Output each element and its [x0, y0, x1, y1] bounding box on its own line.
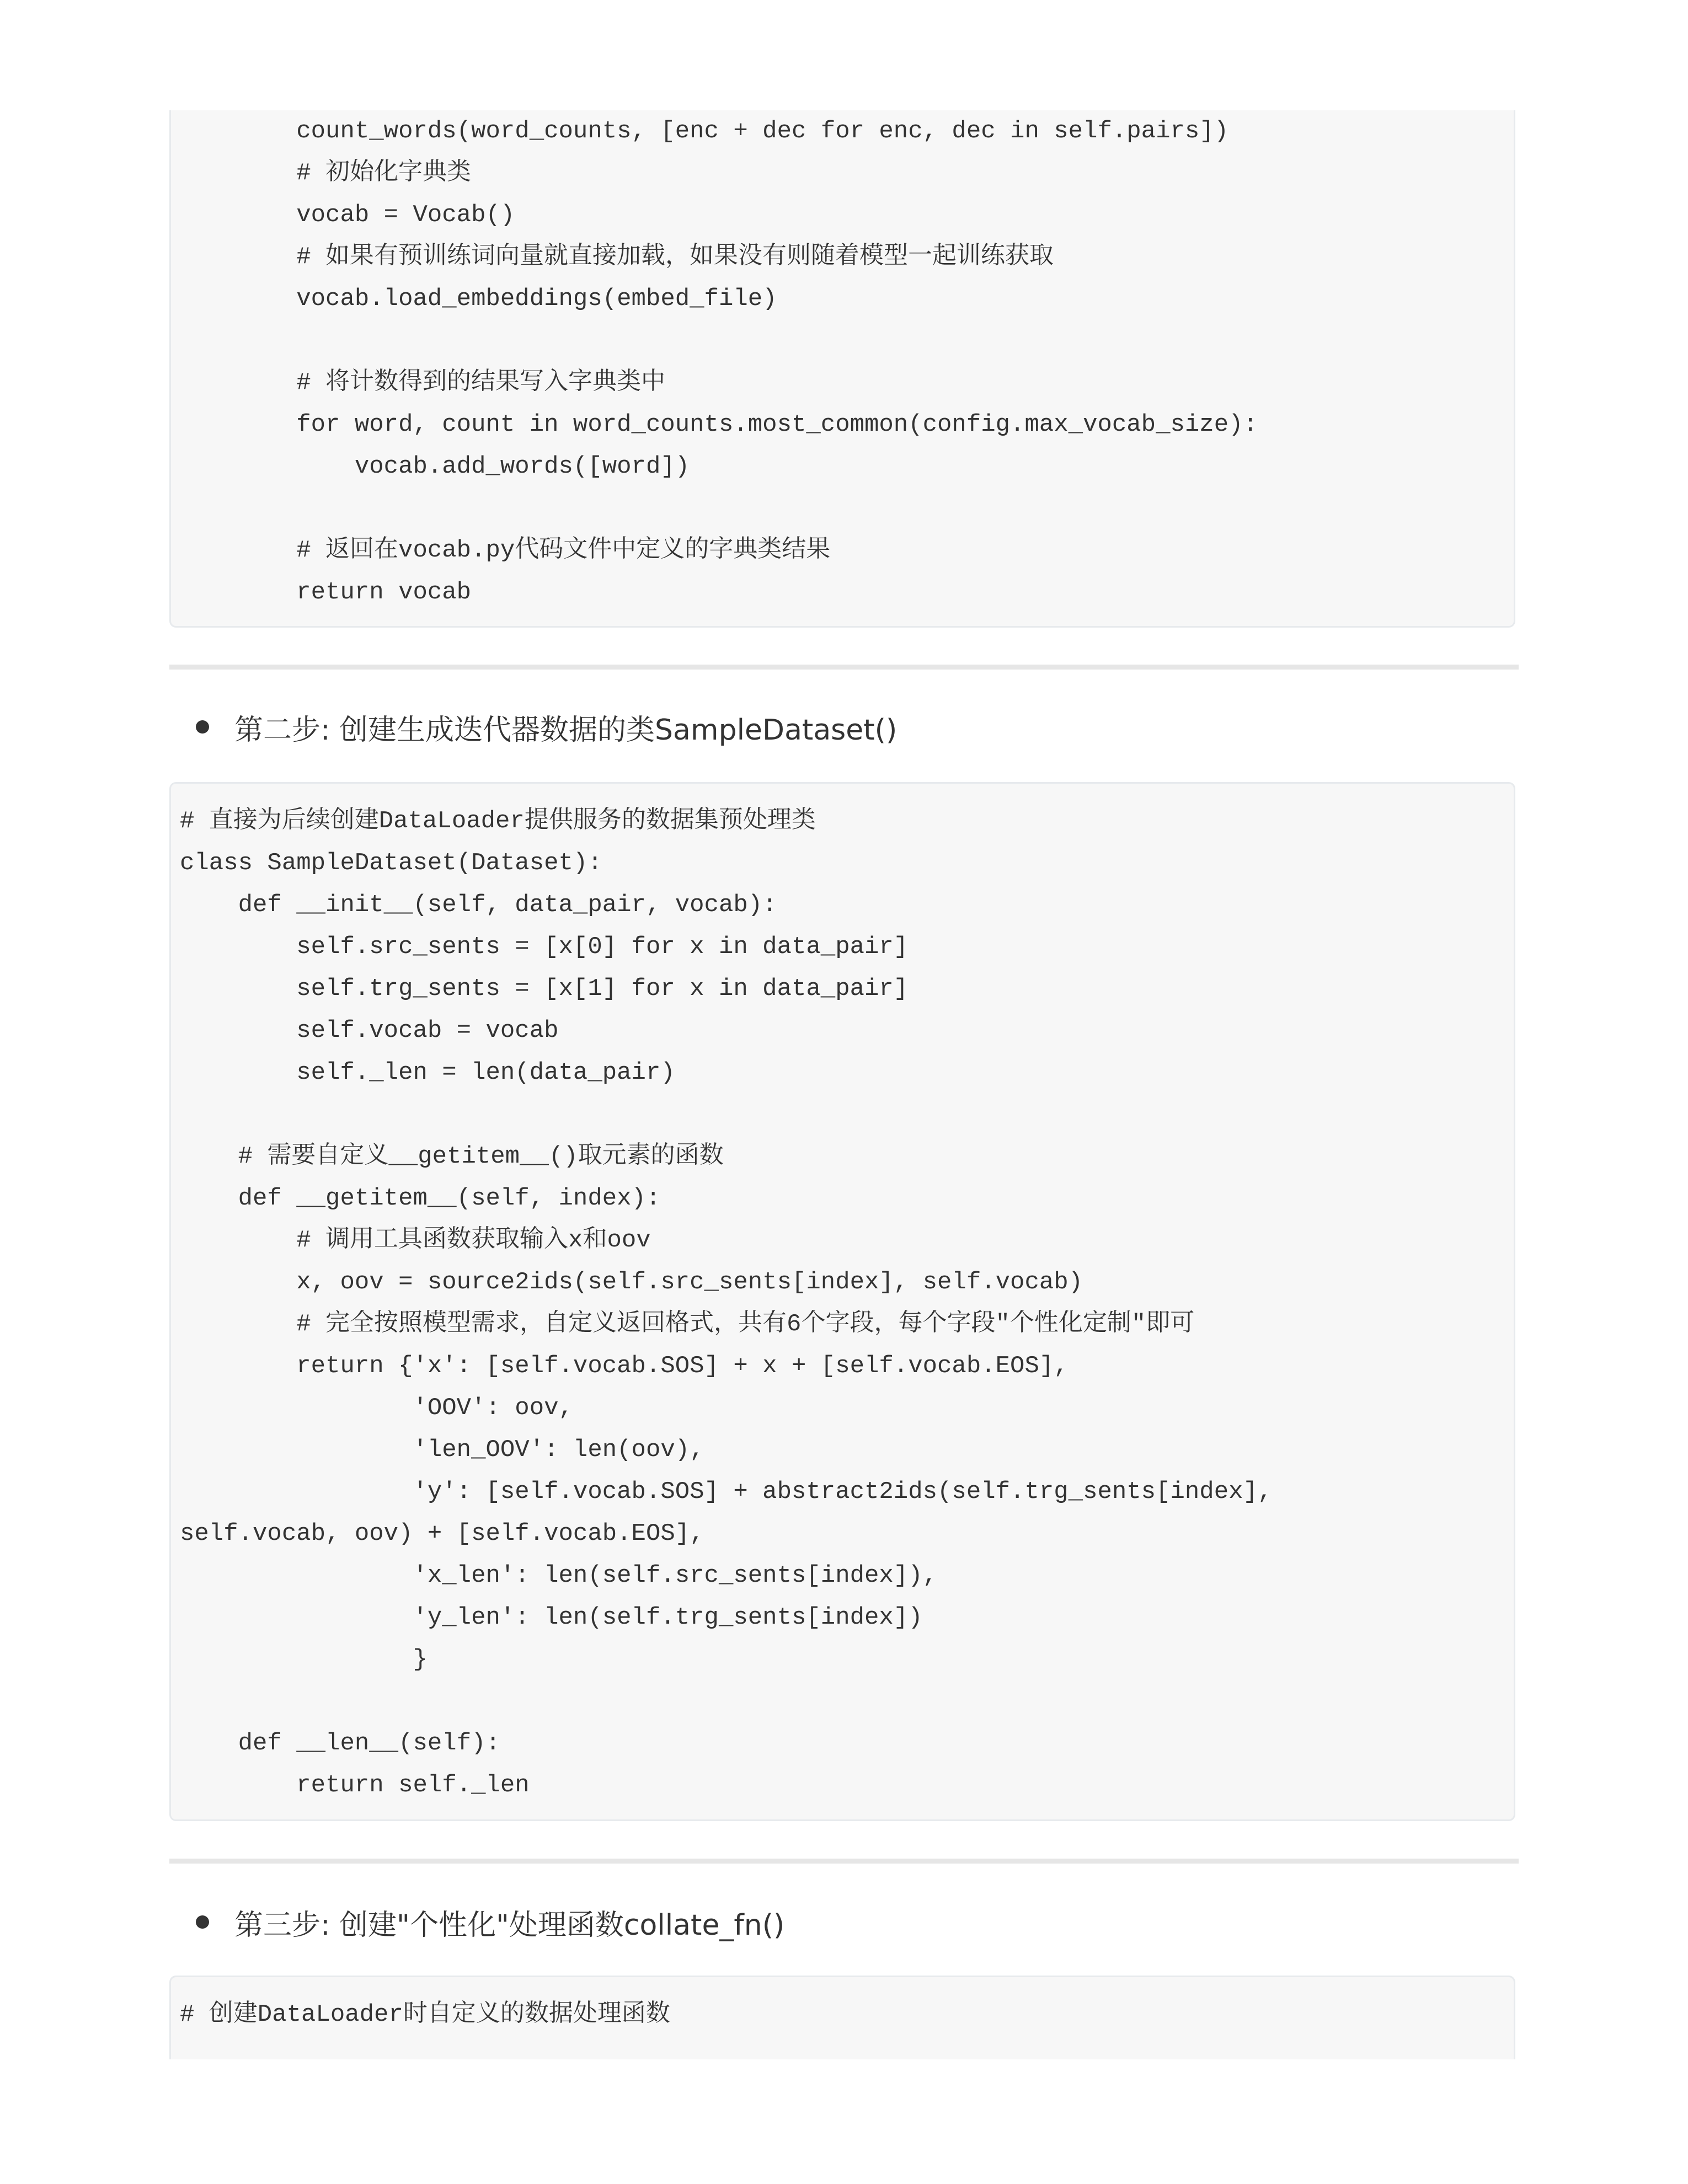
- code-line: # 调用工具函数获取输入x和oov: [180, 1227, 651, 1254]
- code-line: count_words(word_counts, [enc + dec for enc, dec in self.pairs]): [180, 117, 1229, 145]
- bullet-dot-icon: [196, 720, 209, 734]
- code-line: 'y_len': len(self.trg_sents[index]): [180, 1604, 923, 1631]
- code-line: self.src_sents = [x[0] for x in data_pair]: [180, 933, 909, 961]
- code-line: # 创建DataLoader时自定义的数据处理函数: [180, 2001, 670, 2028]
- code-line: return vocab: [180, 579, 472, 606]
- horizontal-rule: [169, 1859, 1519, 1864]
- code-line: # 完全按照模型需求，自定义返回格式，共有6个字段，每个字段"个性化定制"即可: [180, 1310, 1195, 1338]
- code-line: def __getitem__(self, index):: [180, 1185, 661, 1212]
- code-line: 'OOV': oov,: [180, 1394, 573, 1422]
- bullet-step-two: [196, 708, 897, 746]
- code-line: class SampleDataset(Dataset):: [180, 849, 602, 877]
- code-line: vocab.load_embeddings(embed_file): [180, 285, 777, 313]
- code-block-collate-fn: [169, 1976, 1515, 2059]
- bullet-dot-icon: [196, 1915, 209, 1929]
- code-line: self.vocab = vocab: [180, 1017, 559, 1045]
- bullet-step-three: [196, 1903, 784, 1941]
- code-line: def __len__(self):: [180, 1730, 500, 1757]
- code-line: # 初始化字典类: [180, 159, 472, 187]
- code-line: # 如果有预训练词向量就直接加载，如果没有则随着模型一起训练获取: [180, 243, 1054, 271]
- code-line: for word, count in word_counts.most_common(config.max_vocab_size):: [180, 411, 1258, 438]
- bullet-text: 第二步: 创建生成迭代器数据的类SampleDataset(): [234, 713, 898, 747]
- code-line: # 直接为后续创建DataLoader提供服务的数据集预处理类: [180, 807, 816, 835]
- code-line: vocab.add_words([word]): [180, 453, 690, 480]
- code-line: vocab = Vocab(): [180, 201, 515, 229]
- code-line: x, oov = source2ids(self.src_sents[index], self.vocab): [180, 1268, 1083, 1296]
- code-block-sample-dataset: [169, 782, 1515, 1821]
- code-line: self.vocab, oov) + [self.vocab.EOS],: [180, 1520, 704, 1548]
- code-line: # 返回在vocab.py代码文件中定义的字典类结果: [180, 537, 831, 564]
- code-line: return self._len: [180, 1771, 530, 1799]
- code-line: return {'x': [self.vocab.SOS] + x + [self.vocab.EOS],: [180, 1352, 1069, 1380]
- code-line: }: [180, 1646, 428, 1673]
- horizontal-rule: [169, 665, 1519, 670]
- code-line: # 需要自定义__getitem__()取元素的函数: [180, 1143, 724, 1170]
- code-line: self.trg_sents = [x[1] for x in data_pair]: [180, 975, 909, 1003]
- code-line: 'x_len': len(self.src_sents[index]),: [180, 1562, 938, 1589]
- code-line: 'y': [self.vocab.SOS] + abstract2ids(self.trg_sents[index],: [180, 1478, 1273, 1506]
- bullet-text: 第三步: 创建"个性化"处理函数collate_fn(): [234, 1908, 785, 1942]
- code-block-vocab-builder: [169, 110, 1515, 628]
- code-line: # 将计数得到的结果写入字典类中: [180, 369, 666, 397]
- code-line: self._len = len(data_pair): [180, 1059, 675, 1086]
- code-line: def __init__(self, data_pair, vocab):: [180, 891, 777, 919]
- code-line: 'len_OOV': len(oov),: [180, 1436, 704, 1464]
